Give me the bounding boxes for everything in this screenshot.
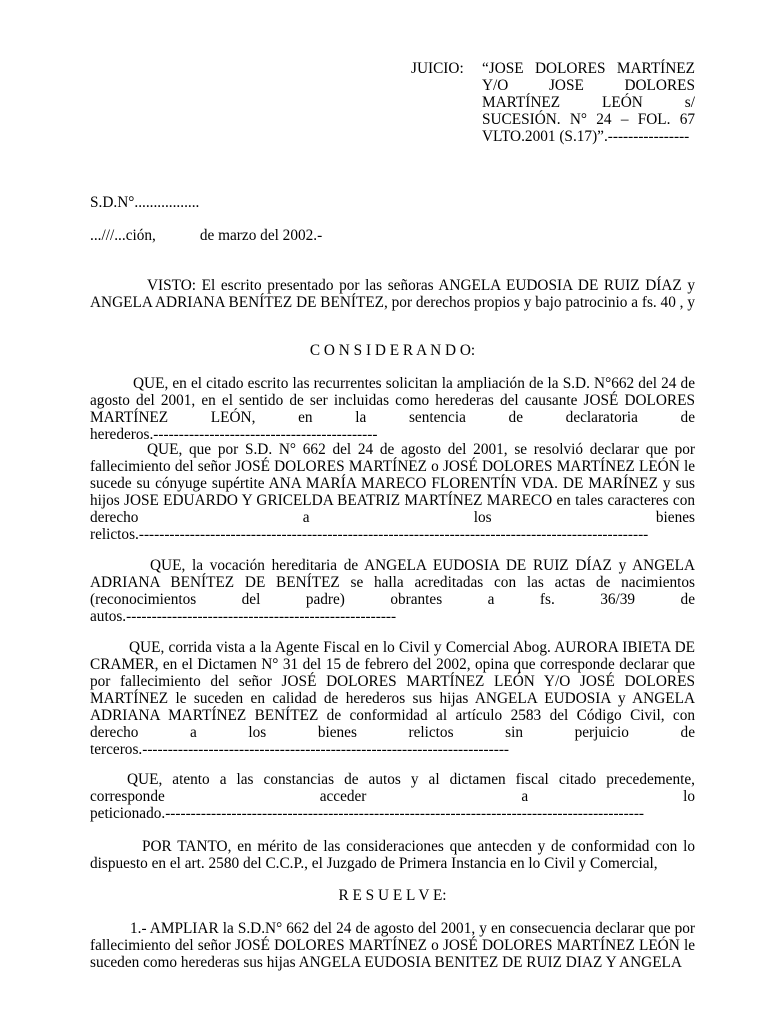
considerando-heading: C O N S I D E R A N D O:	[309, 342, 476, 359]
considerando-paragraph-4: QUE, corrida vista a la Agente Fiscal en lo Civil y Comercial Abog. AURORA IBIETA DE CRAMER, en el Dictamen N° 31 del 15 de febrero del 2002, opina que corresponde declarar que por fallecimiento del señor JOSÉ DOLORES MARTÍNEZ LEÓN Y/O JOSÉ DOLORES MARTÍNEZ le suceden en calidad de herederos sus hijas ANGELA EUDOSIA y ANGELA ADRIANA MARTÍNEZ BENÍTEZ de conformidad al artículo 2583 del Código Civil, con derecho a los bienes relictos sin perjuicio de terceros.------------------------------------------------------------------------	[90, 639, 695, 758]
date-text: de marzo del 2002.-	[199, 227, 323, 244]
considerando-paragraph-2: QUE, que por S.D. N° 662 del 24 de agosto del 2001, se resolvió declarar que por fallecimiento del señor JOSÉ DOLORES MARTÍNEZ o JOSÉ DOLORES MARTÍNEZ LEÓN le sucede su cónyuge supértite ANA MARÍA MARECO FLORENTÍN VDA. DE MARÍNEZ y sus hijos JOSE EDUARDO Y GRICELDA BEATRIZ MARTÍNEZ MARECO en tales caracteres con derecho a los bienes relictos.----------------------------------------------------------------------------------------------------	[90, 441, 695, 543]
considerando-paragraph-3: QUE, la vocación hereditaria de ANGELA EUDOSIA DE RUIZ DÍAZ y ANGELA ADRIANA BENÍTEZ DE BENÍTEZ se halla acreditadas con las actas de nacimientos (reconocimientos del padre) obrantes a fs. 36/39 de autos.-----------------------------------------------------	[90, 557, 695, 625]
considerando-paragraph-1: QUE, en el citado escrito las recurrentes solicitan la ampliación de la S.D. N°662 del 24 de agosto del 2001, en el sentido de ser incluidas como herederas del causante JOSÉ DOLORES MARTÍNEZ LEÓN, en la sentencia de declaratoria de herederos.--------------------------------------------	[90, 375, 695, 443]
considerando-paragraph-5: QUE, atento a las constancias de autos y al dictamen fiscal citado precedemente, corresponde acceder a lo peticionado.----------------------------------------------------------------------------------------------	[90, 771, 695, 822]
date-prefix: ...///...ción,	[90, 227, 156, 244]
date-line	[90, 227, 695, 244]
resuelve-heading: R E S U E L V E:	[338, 887, 447, 904]
por-tanto-paragraph: POR TANTO, en mérito de las consideraciones que antecden y de conformidad con lo dispuesto en el art. 2580 del C.C.P., el Juzgado de Primera Instancia en lo Civil y Comercial,	[90, 838, 695, 872]
case-title: “JOSE DOLORES MARTÍNEZ Y/O JOSE DOLORES MARTÍNEZ LEÓN s/ SUCESIÓN. N° 24 – FOL. 67 VLTO.2001 (S.17)”.----------------	[482, 60, 695, 145]
resuelve-item-1: 1.- AMPLIAR la S.D.N° 662 del 24 de agosto del 2001, y en consecuencia declarar que por fallecimiento del señor JOSÉ DOLORES MARTÍNEZ o JOSÉ DOLORES MARTÍNEZ LEÓN le suceden como herederas sus hijas ANGELA EUDOSIA BENITEZ DE RUIZ DIAZ Y ANGELA	[90, 920, 695, 971]
visto-text: VISTO: El escrito presentado por las señoras ANGELA EUDOSIA DE RUIZ DÍAZ y ANGELA ADRIANA BENÍTEZ DE BENÍTEZ, por derechos propios y bajo patrocinio a fs. 40 , y	[90, 277, 695, 311]
visto-paragraph	[90, 277, 695, 311]
sentence-number: S.D.N°.................	[90, 194, 200, 211]
case-label: JUICIO:	[411, 60, 464, 77]
